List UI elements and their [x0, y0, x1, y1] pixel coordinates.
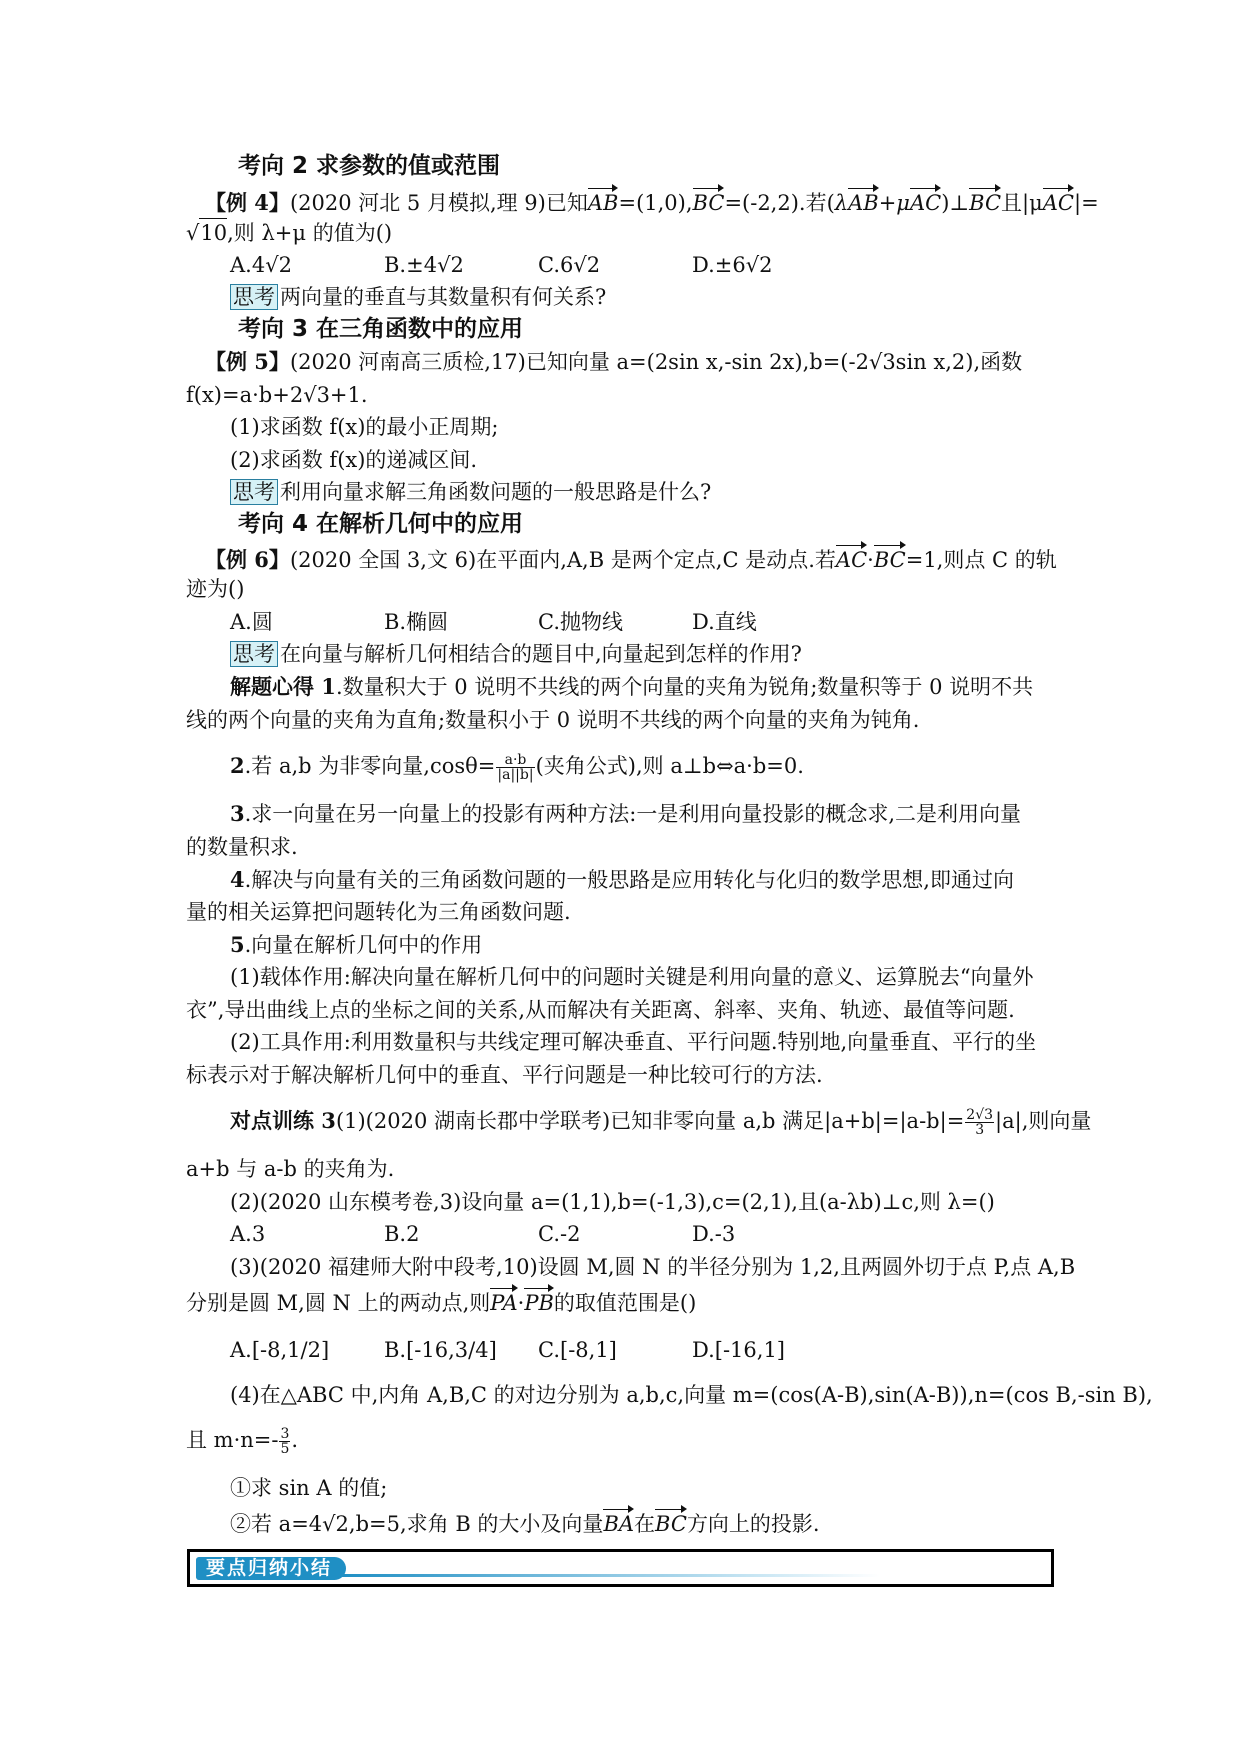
option-b: B.椭圆 [384, 610, 449, 634]
vector-AC: AC [1043, 186, 1074, 217]
tip-4-line-1: 4.解决与向量有关的三角函数问题的一般思路是应用转化与化归的数学思想,即通过向 [230, 867, 1014, 892]
tip-1-line-1: 解题心得 1.数量积大于 0 说明不共线的两个向量的夹角为锐角;数量积等于 0 说明不共 [230, 674, 1034, 699]
fraction: $\frac{2√3}{3}$ [966, 1107, 994, 1138]
cosine-fraction: $\frac{a\cdot b}{|a||b|}$ [497, 752, 534, 783]
tip-1-line-2: 线的两个向量的夹角为直角;数量积小于 0 说明不共线的两个向量的夹角为钝角. [186, 708, 920, 732]
tip-5-1-line-2: 衣”,导出曲线上点的坐标之间的关系,从而解决有关距离、斜率、夹角、轨迹、最值等问题. [186, 998, 1015, 1022]
summary-box [187, 1549, 1054, 1587]
vector-BC: BC [969, 186, 1001, 217]
option-c: C.-2 [538, 1222, 581, 1246]
summary-label: 要点归纳小结 [206, 1557, 333, 1579]
training-4-question-1: ①求 sin A 的值; [230, 1476, 388, 1500]
example-4-options [230, 251, 846, 279]
tip-5-heading: 5.向量在解析几何中的作用 [230, 932, 483, 957]
option-a: A.圆 [230, 610, 273, 634]
section-heading: 考向 4 在解析几何中的应用 [238, 511, 524, 537]
option-d: D.-3 [692, 1222, 736, 1246]
option-c: C.6√2 [538, 253, 601, 277]
summary-underline [340, 1574, 880, 1577]
vector-AC: AC [910, 186, 941, 217]
tip-4-line-2: 量的相关运算把问题转化为三角函数问题. [186, 900, 571, 924]
vector-BC: BC [655, 1507, 687, 1538]
example-6-options [230, 608, 846, 636]
vector-BA: BA [603, 1507, 634, 1538]
option-b: B.[-16,3/4] [384, 1338, 497, 1362]
vector-PA: PA [490, 1286, 517, 1317]
option-b: B.2 [384, 1222, 420, 1246]
example-tag: 【例 4】 [205, 190, 290, 215]
example-5-line-1: 【例 5】(2020 河南高三质检,17)已知向量 a=(2sin x,-sin 2x),b=(-2√3sin x,2),函数 [205, 349, 1023, 374]
option-a: A.4√2 [230, 253, 292, 277]
example-5-question-1: (1)求函数 f(x)的最小正周期; [230, 415, 499, 439]
option-d: D.±6√2 [692, 253, 773, 277]
vector-AC: AC [836, 543, 867, 574]
example-5-line-2: f(x)=a·b+2√3+1. [186, 383, 368, 407]
training-1-line-1: 对点训练 3(1)(2020 湖南长郡中学联考)已知非零向量 a,b 满足|a+b|=|a-b|= $\frac{2√3}{3}$ |a|,则向量 [230, 1107, 1092, 1138]
option-a: A.3 [230, 1222, 266, 1246]
tip-2: 2.若 a,b 为非零向量,cosθ= $\frac{a\cdot b}{|a||b|}$ (夹角公式),则 a⊥b⇔a·b=0. [230, 752, 804, 783]
option-c: C.抛物线 [538, 610, 623, 634]
training-1-line-2: a+b 与 a-b 的夹角为. [186, 1157, 395, 1181]
training-2-options [230, 1220, 846, 1248]
training-2: (2)(2020 山东模考卷,3)设向量 a=(1,1),b=(-1,3),c=(2,1),且(a-λb)⊥c,则 λ=() [230, 1190, 995, 1214]
think-prompt: 思考 两向量的垂直与其数量积有何关系? [230, 283, 606, 311]
vector-PB: PB [524, 1286, 554, 1317]
example-5-question-2: (2)求函数 f(x)的递减区间. [230, 448, 478, 472]
option-c: C.[-8,1] [538, 1338, 617, 1362]
option-a: A.[-8,1/2] [230, 1338, 330, 1362]
section-heading: 考向 3 在三角函数中的应用 [238, 316, 524, 342]
tip-label: 解题心得 1 [230, 674, 336, 699]
vector-BC: BC [874, 543, 906, 574]
option-b: B.±4√2 [384, 253, 464, 277]
training-4-line-2: 且 m·n=- $\frac{3}{5}$ . [186, 1426, 299, 1457]
example-6-line-1: 【例 6】(2020 全国 3,文 6)在平面内,A,B 是两个定点,C 是动点.若AC·BC=1,则点 C 的轨 [205, 543, 1057, 574]
training-3-line-1: (3)(2020 福建师大附中段考,10)设圆 M,圆 N 的半径分别为 1,2,且两圆外切于点 P,点 A,B [230, 1255, 1076, 1279]
training-4-question-2: ②若 a=4√2,b=5,求角 B 的大小及向量BA在BC方向上的投影. [230, 1507, 820, 1538]
think-prompt: 思考 在向量与解析几何相结合的题目中,向量起到怎样的作用? [230, 640, 802, 668]
example-6-line-2: 迹为() [186, 577, 245, 601]
training-label: 对点训练 3 [230, 1108, 336, 1133]
tip-3-line-2: 的数量积求. [186, 835, 298, 859]
think-tag: 思考 [230, 479, 278, 505]
vector-AB: AB [588, 186, 619, 217]
section-heading: 考向 2 求参数的值或范围 [238, 153, 501, 179]
example-tag: 【例 5】 [205, 349, 290, 374]
tip-5-2-line-2: 标表示对于解决解析几何中的垂直、平行问题是一种比较可行的方法. [186, 1063, 823, 1087]
think-prompt: 思考 利用向量求解三角函数问题的一般思路是什么? [230, 478, 711, 506]
think-tag: 思考 [230, 641, 278, 667]
fraction: $\frac{3}{5}$ [280, 1426, 290, 1457]
tip-5-1-line-1: (1)载体作用:解决向量在解析几何中的问题时关键是利用向量的意义、运算脱去“向量外 [230, 965, 1034, 989]
vector-BC: BC [693, 186, 725, 217]
sqrt-sign: √ [186, 221, 200, 245]
example-tag: 【例 6】 [205, 547, 290, 572]
option-d: D.直线 [692, 610, 757, 634]
training-4-line-1: (4)在△ABC 中,内角 A,B,C 的对边分别为 a,b,c,向量 m=(cos(A-B),sin(A-B)),n=(cos B,-sin B), [230, 1383, 1153, 1407]
example-4-line-1: 【例 4】(2020 河北 5 月模拟,理 9)已知AB=(1,0),BC=(-2,2).若(λAB+μAC)⊥BC且|μAC|= [205, 186, 1099, 217]
tip-3-line-1: 3.求一向量在另一向量上的投影有两种方法:一是利用向量投影的概念求,二是利用向量 [230, 801, 1022, 826]
training-3-options [230, 1336, 846, 1364]
vector-AB: AB [848, 186, 879, 217]
example-4-line-2: √10,则 λ+μ 的值为() [186, 218, 392, 247]
think-tag: 思考 [230, 284, 278, 310]
option-d: D.[-16,1] [692, 1338, 786, 1362]
training-3-line-2: 分别是圆 M,圆 N 上的两动点,则PA·PB的取值范围是() [186, 1286, 696, 1317]
tip-5-2-line-1: (2)工具作用:利用数量积与共线定理可解决垂直、平行问题.特别地,向量垂直、平行的坐 [230, 1030, 1037, 1054]
